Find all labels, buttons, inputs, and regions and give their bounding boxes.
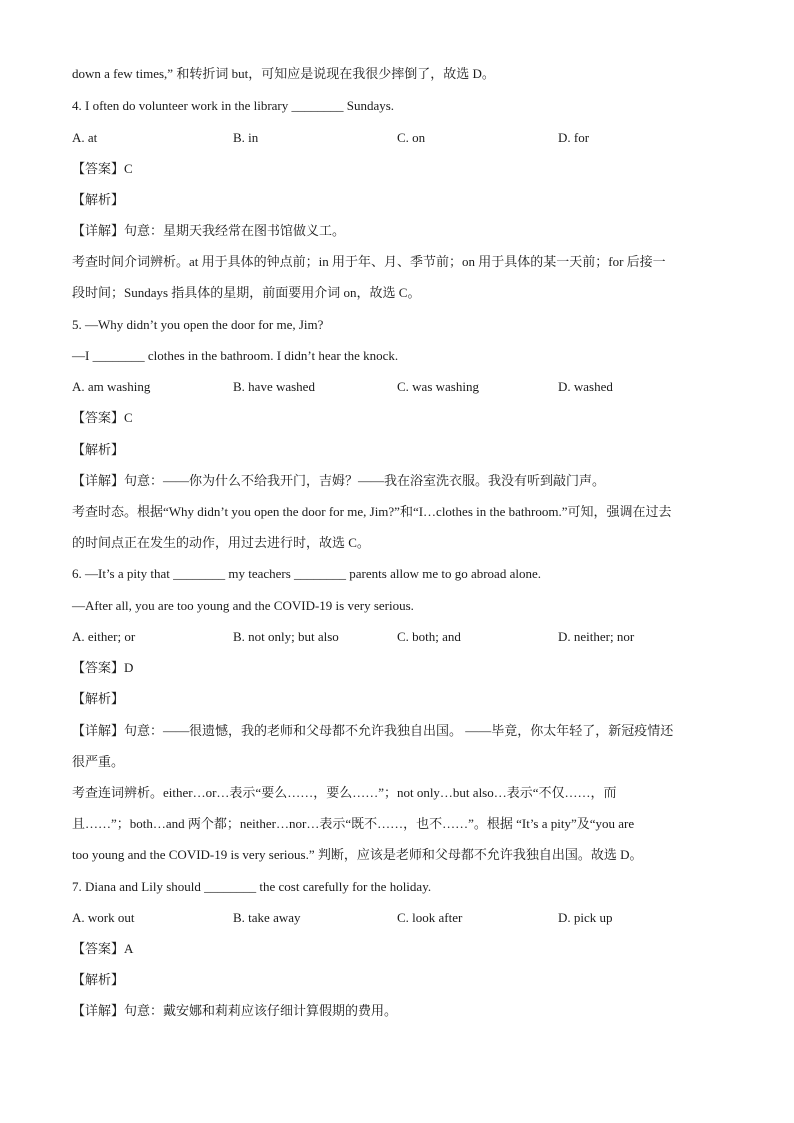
option-b: B. not only; but also: [233, 629, 339, 644]
option-a: A. at: [72, 130, 98, 145]
explanation-line: 考查时态。根据“Why didn’t you open the door for me, Jim?”和“I…clothes in the bathroom.”可知，强调在过去: [72, 504, 672, 519]
analysis-label: 【解析】: [72, 691, 125, 706]
option-d: D. for: [558, 130, 590, 145]
option-b: B. take away: [233, 910, 301, 925]
question-5: 5. —Why didn’t you open the door for me, Jim?: [72, 317, 324, 332]
question-5-reply: —I ________ clothes in the bathroom. I didn’t hear the knock.: [72, 348, 399, 363]
option-a: A. am washing: [72, 379, 151, 394]
text-line: down a few times,” 和转折词 but，可知应是说现在我很少摔倒了，故选 D。: [72, 66, 495, 81]
explanation-line: 考查时间介词辨析。at 用于具体的钟点前；in 用于年、月、季节前；on 用于具体的某一天前；for 后接一: [72, 254, 666, 269]
explanation-line: 的时间点正在发生的动作，用过去进行时，故选 C。: [72, 535, 370, 550]
answer-label: 【答案】C: [72, 161, 133, 176]
option-a: A. work out: [72, 910, 135, 925]
explanation-line: 且……”；both…and 两个都；neither…nor…表示“既不……，也不……”。根据 “It’s a pity”及“you are: [72, 816, 635, 831]
analysis-label: 【解析】: [72, 192, 125, 207]
detail-line: 【详解】句意：——很遗憾，我的老师和父母都不允许我独自出国。 ——毕竟，你太年轻了，新冠疫情还: [72, 723, 674, 738]
option-b: B. have washed: [233, 379, 315, 394]
answer-label: 【答案】C: [72, 410, 133, 425]
question-7: 7. Diana and Lily should ________ the cost carefully for the holiday.: [72, 879, 432, 894]
explanation-line: too young and the COVID-19 is very serious.” 判断，应该是老师和父母都不允许我独自出国。故选 D。: [72, 847, 643, 862]
detail-line: 很严重。: [72, 754, 125, 769]
question-7-options: [72, 909, 722, 927]
question-6: 6. —It’s a pity that ________ my teachers ________ parents allow me to go abroad alone.: [72, 566, 541, 581]
analysis-label: 【解析】: [72, 972, 125, 987]
option-d: D. washed: [558, 379, 613, 394]
option-c: C. both; and: [397, 629, 461, 644]
question-6-options: [72, 628, 722, 646]
detail-line: 【详解】句意：——你为什么不给我开门，吉姆？——我在浴室洗衣服。我没有听到敲门声。: [72, 473, 606, 488]
answer-label: 【答案】A: [72, 941, 134, 956]
option-b: B. in: [233, 130, 259, 145]
option-c: C. look after: [397, 910, 463, 925]
question-4-options: [72, 129, 722, 147]
option-a: A. either; or: [72, 629, 136, 644]
analysis-label: 【解析】: [72, 442, 125, 457]
option-d: D. pick up: [558, 910, 613, 925]
question-4: 4. I often do volunteer work in the library ________ Sundays.: [72, 98, 395, 113]
option-c: C. was washing: [397, 379, 479, 394]
detail-line: 【详解】句意：星期天我经常在图书馆做义工。: [72, 223, 346, 238]
explanation-line: 段时间；Sundays 指具体的星期，前面要用介词 on，故选 C。: [72, 285, 421, 300]
option-d: D. neither; nor: [558, 629, 635, 644]
option-c: C. on: [397, 130, 426, 145]
answer-label: 【答案】D: [72, 660, 134, 675]
explanation-line: 考查连词辨析。either…or…表示“要么……，要么……”；not only…but also…表示“不仅……，而: [72, 785, 617, 800]
question-5-options: [72, 378, 722, 396]
detail-line: 【详解】句意：戴安娜和莉莉应该仔细计算假期的费用。: [72, 1003, 398, 1018]
question-6-reply: —After all, you are too young and the COVID-19 is very serious.: [72, 598, 414, 613]
